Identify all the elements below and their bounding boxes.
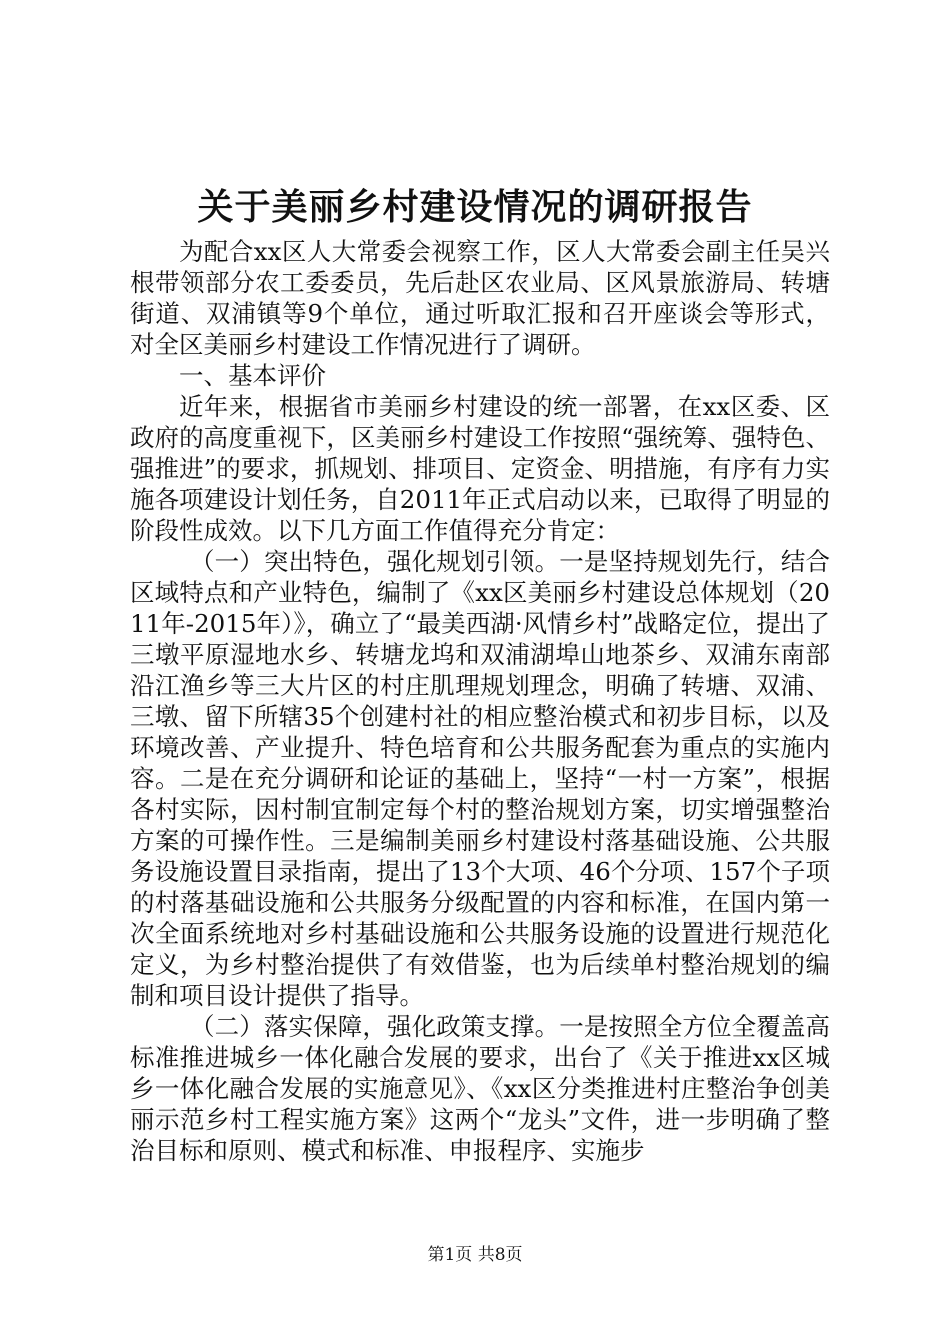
intro-paragraph: 为配合xx区人大常委会视察工作，区人大常委会副主任吴兴根带领部分农工委委员，先后赴区农业局、区风景旅游局、转塘街道、双浦镇等9个单位，通过听取汇报和召开座谈会等形式，对全区美丽乡村建设工作情况进行了调研。 — [130, 237, 830, 359]
document-body — [130, 236, 830, 1166]
subsection-policy-paragraph: （二）落实保障，强化政策支撑。一是按照全方位全覆盖高标准推进城乡一体化融合发展的要求，出台了《关于推进xx区城乡一体化融合发展的实施意见》、《xx区分类推进村庄整治争创美丽示范乡村工程实施方案》这两个“龙头”文件，进一步明确了整治目标和原则、模式和标准、申报程序、实施步 — [130, 1012, 830, 1165]
evaluation-paragraph: 近年来，根据省市美丽乡村建设的统一部署，在xx区委、区政府的高度重视下，区美丽乡村建设工作按照“强统筹、强特色、强推进”的要求，抓规划、排项目、定资金、明措施，有序有力实施各项建设计划任务，自2011年正式启动以来，已取得了明显的阶段性成效。以下几方面工作值得充分肯定： — [130, 392, 830, 545]
subsection-planning-paragraph: （一）突出特色，强化规划引领。一是坚持规划先行，结合区域特点和产业特色，编制了《xx区美丽乡村建设总体规划（2011年-2015年）》，确立了“最美西湖·风情乡村”战略定位，提出了三墩平原湿地水乡、转塘龙坞和双浦湖埠山地茶乡、双浦东南部沿江渔乡等三大片区的村庄肌理规划理念，明确了转塘、双浦、三墩、留下所辖35个创建村社的相应整治模式和初步目标，以及环境改善、产业提升、特色培育和公共服务配套为重点的实施内容。二是在充分调研和论证的基础上，坚持“一村一方案”，根据各村实际，因村制宜制定每个村的整治规划方案，切实增强整治方案的可操作性。三是编制美丽乡村建设村落基础设施、公共服务设施设置目录指南，提出了13个大项、46个分项、157个子项的村落基础设施和公共服务分级配置的内容和标准，在国内第一次全面系统地对乡村基础设施和公共服务设施的设置进行规范化定义，为乡村整治提供了有效借鉴，也为后续单村整治规划的编制和项目设计提供了指导。 — [130, 547, 830, 1010]
document-title: 关于美丽乡村建设情况的调研报告 — [197, 187, 753, 228]
section-heading-basic-evaluation: 一、基本评价 — [179, 361, 326, 390]
page-number-footer: 第1页 共8页 — [427, 1245, 523, 1265]
